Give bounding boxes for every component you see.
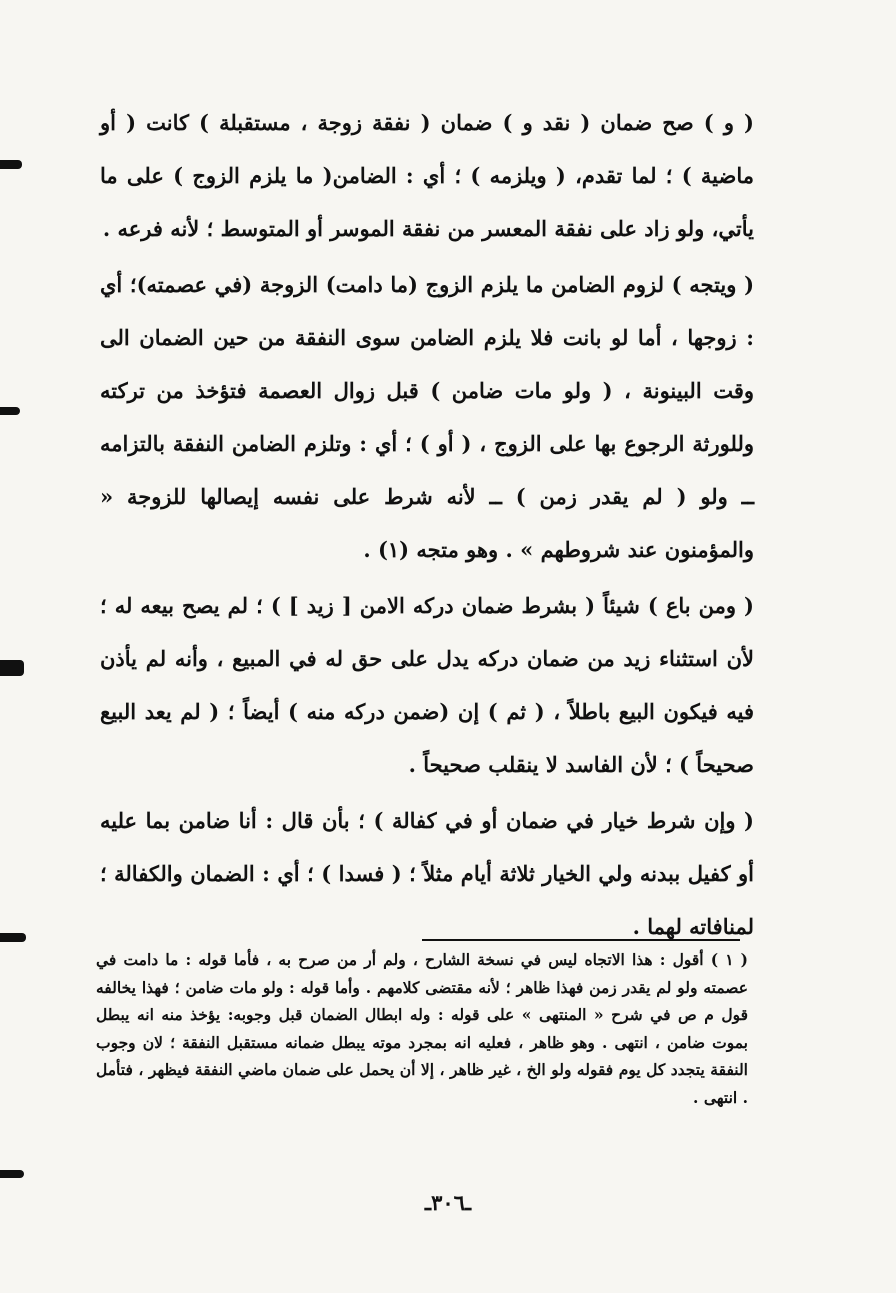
main-text bbox=[100, 96, 754, 953]
footnote-divider bbox=[422, 939, 740, 941]
binding-mark bbox=[0, 1170, 24, 1178]
paragraph: ( وإن شرط خيار في ضمان أو في كفالة ) ؛ بأن قال : أنا ضامن بما عليه أو كفيل ببدنه ولي الخيار ثلاثة أيام مثلاً ؛ ( فسدا ) ؛ أي : الضمان والكفالة ؛ لمنافاته لهما . bbox=[100, 808, 754, 939]
page-number: ـ٣٠٦ـ bbox=[424, 1190, 472, 1215]
paragraph: ( ويتجه ) لزوم الضامن ما يلزم الزوج (ما دامت) الزوجة (في عصمته)؛ أي : زوجها ، أما لو بانت فلا يلزم الضامن سوى النفقة من حين الضمان الى وقت البينونة ، ( ولو مات ضامن ) قبل زوال العصمة فتؤخذ من تركته وللورثة الرجوع بها على الزوج ، ( أو ) ؛ أي : وتلزم الضامن النفقة بالتزامه ــ ولو ( لم يقدر زمن ) ــ لأنه شرط على نفسه إيصالها للزوجة « والمؤمنون عند شروطهم » . وهو متجه (١) . bbox=[100, 272, 754, 562]
binding-mark bbox=[0, 933, 26, 942]
binding-mark bbox=[0, 660, 24, 676]
footnote: ( ١ ) أقول : هذا الاتجاه ليس في نسخة الشارح ، ولم أر من صرح به ، فأما قوله : ما دامت في عصمته ولو لم يقدر زمن فهذا ظاهر ؛ لأنه مقتضى كلامهم . وأما قوله : ولو مات ضامن ؛ فهذا يخالفه قول م ص في شرح « المنتهى » على قوله : وله ابطال الضمان قبل وجوبه: يؤخذ منه انه يبطل بموت ضامن ، انتهى . وهو ظاهر ، فعليه انه بمجرد موته يبطل ضمانه مستقبل النفقة ؛ لان وجوب النفقة يتجدد كل يوم فقوله ولو الخ ، غير ظاهر ، إلا أن يحمل على ضمان ماضي النفقة فيظهر ، فتأمل . انتهى . bbox=[96, 950, 748, 1107]
paragraph: ( و ) صح ضمان ( نقد و ) ضمان ( نفقة زوجة ، مستقبلة ) كانت ( أو ماضية ) ؛ لما تقدم، ( ويلزمه ) ؛ أي : الضامن( ما يلزم الزوج ) على ما يأتي، ولو زاد على نفقة المعسر من نفقة الموسر أو المتوسط ؛ لأنه فرعه . bbox=[100, 110, 754, 241]
binding-mark bbox=[0, 160, 22, 169]
binding-mark bbox=[0, 407, 20, 415]
paragraph: ( ومن باع ) شيئاً ( بشرط ضمان دركه الامن [ زيد ] ) ؛ لم يصح بيعه له ؛ لأن استثناء زيد من ضمان دركه يدل على حق له في المبيع ، وأنه لم يأذن فيه فيكون البيع باطلاً ، ( ثم ) إن (ضمن دركه منه ) أيضاً ؛ ( لم يعد البيع صحيحاً ) ؛ لأن الفاسد لا ينقلب صحيحاً . bbox=[100, 593, 754, 777]
